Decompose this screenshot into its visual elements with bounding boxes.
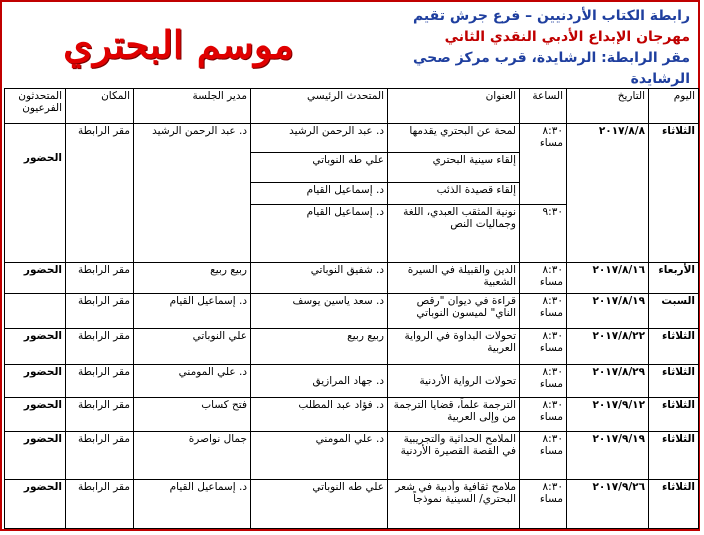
- schedule-table: [4, 88, 699, 529]
- season-logo: موسم البحتري: [63, 22, 294, 67]
- row-speaker: د. جهاد المرازيق: [251, 365, 388, 398]
- row-date: ٢٠١٧/٩/٢٦: [567, 480, 649, 529]
- row-time: ٨:٣٠ مساء: [520, 432, 567, 480]
- row-time: ٨:٣٠ مساء: [520, 263, 567, 294]
- table-row: [5, 329, 699, 365]
- row-title: الترجمة علماً، قضايا الترجمة من وإلى العربية: [388, 398, 520, 432]
- row-place: مقر الرابطة: [66, 480, 134, 529]
- row-date: ٢٠١٧/٩/١٩: [567, 432, 649, 480]
- row-time: ٨:٣٠ مساء: [520, 329, 567, 365]
- table-row: [5, 124, 699, 153]
- col-header-place: المكان: [66, 89, 134, 124]
- col-header-time: الساعة: [520, 89, 567, 124]
- col-header-day: اليوم: [649, 89, 699, 124]
- row-day: الثلاثاء: [649, 329, 699, 365]
- col-header-date: التاريخ: [567, 89, 649, 124]
- row-date: ٢٠١٧/٨/٢٩: [567, 365, 649, 398]
- row-attendees: الحضور: [5, 329, 66, 365]
- row-day: الأربعاء: [649, 263, 699, 294]
- table-row: [5, 398, 699, 432]
- row-speaker: د. علي المومني: [251, 432, 388, 480]
- header-text-block: [350, 6, 690, 90]
- col-header-moderator: مدير الجلسة: [134, 89, 251, 124]
- row-title: تحولات البداوة في الرواية العربية: [388, 329, 520, 365]
- row-date: ٢٠١٧/٨/١٦: [567, 263, 649, 294]
- row-attendees: [5, 294, 66, 329]
- col-header-title: العنوان: [388, 89, 520, 124]
- row-time: ٨:٣٠ مساء: [520, 480, 567, 529]
- row-time: ٩:٣٠: [520, 205, 567, 263]
- row-date: ٢٠١٧/٨/٨: [567, 124, 649, 263]
- row-moderator: د. إسماعيل القيام: [134, 480, 251, 529]
- col-header-attendees: المتحدثون الفرعيون: [5, 89, 66, 124]
- row-date: ٢٠١٧/٨/٢٢: [567, 329, 649, 365]
- row-place: مقر الرابطة: [66, 294, 134, 329]
- header-line-organization: رابطة الكتاب الأردنيين – فرع جرش تقيم: [412, 8, 690, 24]
- row-speaker: د. إسماعيل القيام: [251, 205, 388, 263]
- row-day: السبت: [649, 294, 699, 329]
- row-title: إلقاء سينية البحتري: [388, 153, 520, 183]
- row-moderator: ربيع ربيع: [134, 263, 251, 294]
- table-row: [5, 263, 699, 294]
- row-speaker: ربيع ربيع: [251, 329, 388, 365]
- poster-header: [2, 2, 698, 86]
- row-date: ٢٠١٧/٨/١٩: [567, 294, 649, 329]
- header-line-location: مقر الرابطة: الرشايدة، قرب مركز صحي الرشايدة: [412, 50, 690, 87]
- row-speaker: د. شفيق النوباتي: [251, 263, 388, 294]
- row-moderator: د. علي المومني: [134, 365, 251, 398]
- row-title: الدين والقبيلة في السيرة الشعبية: [388, 263, 520, 294]
- row-speaker: د. عبد الرحمن الرشيد: [251, 124, 388, 153]
- row-moderator: فتح كساب: [134, 398, 251, 432]
- row-speaker: د. فؤاد عبد المطلب: [251, 398, 388, 432]
- table-row: [5, 294, 699, 329]
- row-attendees: الحضور: [5, 432, 66, 480]
- row-speaker: علي طه النوباتي: [251, 153, 388, 183]
- row-attendees: الحضور: [5, 365, 66, 398]
- row-place: مقر الرابطة: [66, 124, 134, 263]
- table-header-row: [5, 89, 699, 124]
- row-moderator: علي النوباتي: [134, 329, 251, 365]
- row-speaker: علي طه النوباتي: [251, 480, 388, 529]
- row-attendees: الحضور: [5, 398, 66, 432]
- row-day: الثلاثاء: [649, 124, 699, 263]
- row-place: مقر الرابطة: [66, 432, 134, 480]
- row-place: مقر الرابطة: [66, 263, 134, 294]
- header-line-festival: مهرجان الإبداع الأدبي النقدي الثاني: [444, 29, 690, 45]
- row-title: ملامح ثقافية وأدبية في شعر البحتري/ السينية نموذجاً: [388, 480, 520, 529]
- row-day: الثلاثاء: [649, 365, 699, 398]
- row-moderator: جمال نواصرة: [134, 432, 251, 480]
- row-date: ٢٠١٧/٩/١٢: [567, 398, 649, 432]
- row-attendees: الحضور: [5, 124, 66, 263]
- row-place: مقر الرابطة: [66, 329, 134, 365]
- row-time: ٨:٣٠ مساء: [520, 365, 567, 398]
- row-title: قراءة في ديوان "رقص الناي" لميسون النوباتي: [388, 294, 520, 329]
- table-row: [5, 365, 699, 398]
- row-moderator: د. عبد الرحمن الرشيد: [134, 124, 251, 263]
- row-day: الثلاثاء: [649, 398, 699, 432]
- row-title: لمحة عن البحتري يقدمها: [388, 124, 520, 153]
- row-place: مقر الرابطة: [66, 398, 134, 432]
- row-title: الملامح الحداثية والتجريبية في القصة القصيرة الأردنية: [388, 432, 520, 480]
- row-speaker: د. إسماعيل القيام: [251, 183, 388, 205]
- row-time: ٨:٣٠ مساء: [520, 294, 567, 329]
- row-attendees: الحضور: [5, 263, 66, 294]
- row-title: إلقاء قصيدة الذئب: [388, 183, 520, 205]
- row-speaker: د. سعد ياسين يوسف: [251, 294, 388, 329]
- row-day: الثلاثاء: [649, 480, 699, 529]
- row-attendees: الحضور: [5, 480, 66, 529]
- row-time: ٨:٣٠ مساء: [520, 124, 567, 205]
- row-time: ٨:٣٠ مساء: [520, 398, 567, 432]
- row-place: مقر الرابطة: [66, 365, 134, 398]
- table-row: [5, 480, 699, 529]
- row-day: الثلاثاء: [649, 432, 699, 480]
- row-title: نونية المثقب العبدي، اللغة وجماليات النص: [388, 205, 520, 263]
- table-row: [5, 432, 699, 480]
- row-moderator: د. إسماعيل القيام: [134, 294, 251, 329]
- col-header-speaker: المتحدث الرئيسي: [251, 89, 388, 124]
- row-title: تحولات الرواية الأردنية: [388, 365, 520, 398]
